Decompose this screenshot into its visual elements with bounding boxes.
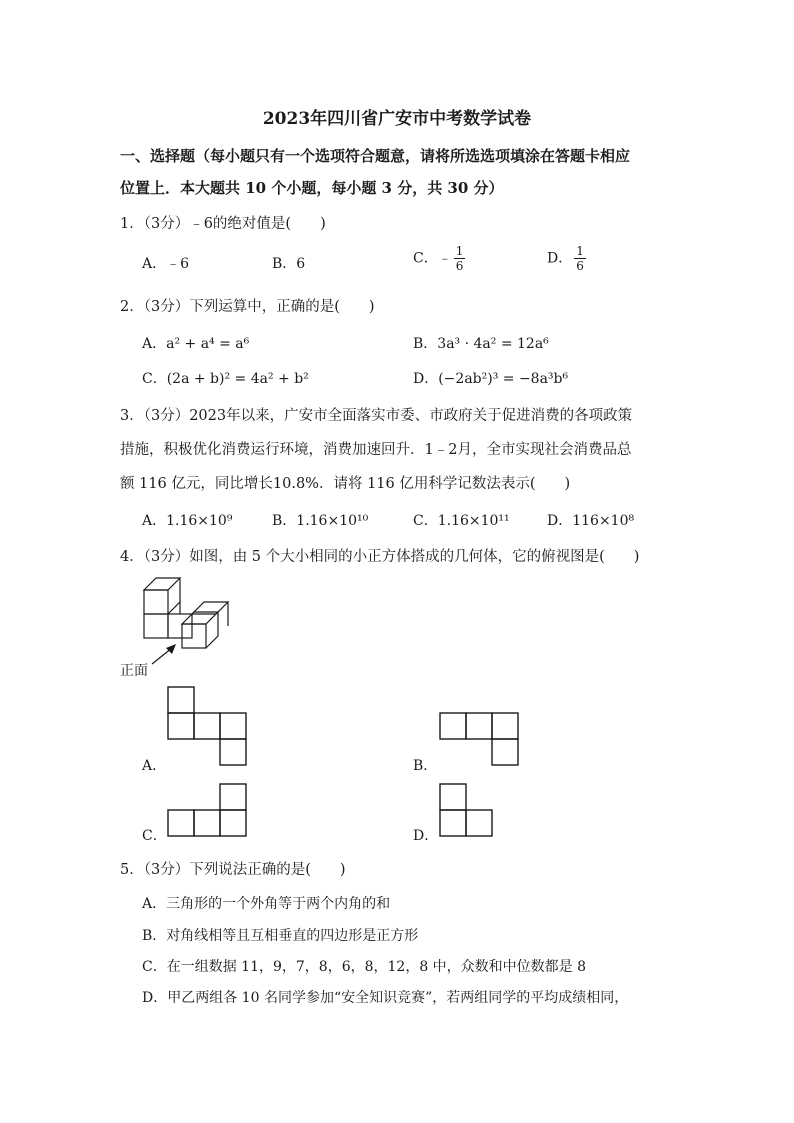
question-5-stem: 5．（3分）下列说法正确的是( ) — [120, 862, 346, 878]
question-2-stem: 2．（3分）下列运算中，正确的是( ) — [120, 299, 375, 315]
question-5-option-a: A．三角形的一个外角等于两个内角的和 — [142, 896, 391, 912]
question-2-option-d: D．(−2ab²)³ = −8a³b⁶ — [413, 371, 569, 387]
question-3-stem-line3: 额 116 亿元，同比增长10.8%．请将 116 亿用科学记数法表示( ) — [120, 476, 571, 492]
question-5-option-d: D．甲乙两组各 10 名同学参加“安全知识竞赛”，若两组同学的平均成绩相同， — [142, 990, 629, 1006]
option-d-figure — [439, 783, 495, 839]
question-4-option-c: C． — [142, 828, 167, 844]
front-arrow — [150, 642, 180, 666]
question-3-option-c: C．1.16×10¹¹ — [413, 513, 510, 529]
section-heading-line2: 位置上．本大题共 10 个小题，每小题 3 分，共 30 分） — [120, 179, 504, 197]
cube-figure — [118, 574, 248, 654]
question-2-option-a: A．a² + a⁴ = a⁶ — [142, 336, 250, 352]
question-5-option-c: C．在一组数据 11，9，7，8，6，8，12，8 中，众数和中位数都是 8 — [142, 959, 587, 975]
section-heading-line1: 一、选择题（每小题只有一个选项符合题意，请将所选选项填涂在答题卡相应 — [120, 147, 631, 165]
question-2-option-c: C．(2a + b)² = 4a² + b² — [142, 371, 309, 387]
question-3-stem-line2: 措施，积极优化消费运行环境，消费加速回升．1﹣2月，全市实现社会消费品总 — [120, 442, 632, 458]
question-1-option-a: A．﹣6 — [142, 256, 190, 272]
fraction: $\frac{1}{6}$ — [455, 244, 464, 273]
question-2-option-b: B．3a³ · 4a² = 12a⁶ — [413, 336, 549, 352]
question-3-option-d: D．116×10⁸ — [547, 513, 635, 529]
question-4-option-a: A． — [142, 758, 167, 774]
question-1-stem: 1．（3分）﹣6的绝对值是( ) — [120, 216, 326, 232]
front-view-label: 正面 — [120, 663, 148, 679]
option-a-figure — [167, 686, 249, 768]
question-1-option-d — [547, 244, 586, 273]
question-3-option-a: A．1.16×10⁹ — [142, 513, 233, 529]
question-1-option-c — [413, 244, 465, 273]
fraction: $\frac{1}{6}$ — [576, 244, 584, 273]
option-b-figure — [439, 712, 521, 768]
option-d-label: D． — [547, 250, 573, 267]
option-c-label: C．﹣ — [413, 250, 452, 267]
question-4-option-b: B． — [413, 758, 438, 774]
question-1-option-b: B．6 — [272, 256, 306, 272]
question-4-option-d: D． — [413, 828, 439, 844]
page-title: 2023年四川省广安市中考数学试卷 — [262, 109, 532, 129]
question-3-option-b: B．1.16×10¹⁰ — [272, 513, 369, 529]
option-c-figure — [167, 783, 249, 839]
question-4-stem: 4．（3分）如图，由 5 个大小相同的小正方体搭成的几何体，它的俯视图是( ) — [120, 549, 640, 565]
question-3-stem-line1: 3．（3分）2023年以来，广安市全面落实市委、市政府关于促进消费的各项政策 — [120, 408, 633, 424]
question-5-option-b: B．对角线相等且互相垂直的四边形是正方形 — [142, 928, 419, 944]
